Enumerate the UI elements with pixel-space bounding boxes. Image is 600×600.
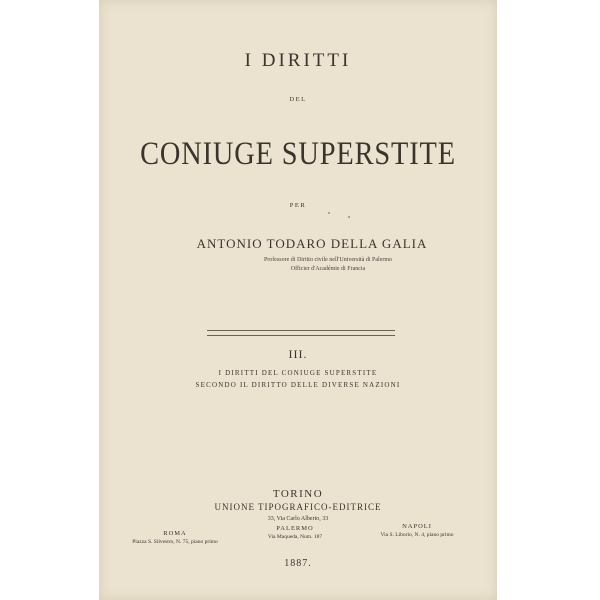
branch-roma-address: Piazza S. Silvestro, N. 75, piano primo — [132, 539, 218, 545]
branch-napoli-address: Via S. Liborio, N. 4, piano primo — [380, 532, 454, 538]
author-name: ANTONIO TODARO DELLA GALIA — [196, 236, 428, 251]
divider-rule-bottom — [207, 335, 395, 336]
author-role-line-1: Professore di Diritto civile nell'Università di Palermo — [263, 257, 393, 263]
author-role-line-2: Officier d'Académie di Francia — [290, 266, 366, 272]
divider-rule-top — [207, 330, 395, 331]
paper-speck — [348, 216, 350, 218]
imprint-city: TORINO — [272, 488, 324, 500]
paper-speck — [328, 212, 330, 214]
branch-palermo — [235, 525, 355, 540]
branch-palermo-address: Via Maqueda, Num. 187 — [267, 534, 323, 540]
branch-roma-name: ROMA — [163, 530, 187, 537]
connector-del: DEL — [289, 96, 307, 103]
branch-roma — [115, 530, 235, 545]
branch-napoli — [357, 523, 477, 538]
imprint-address: 33, Via Carlo Alberto, 33 — [267, 516, 329, 522]
publication-year: 1887. — [284, 558, 312, 569]
volume-subtitle-line-1: I DIRITTI DEL CONIUGE SUPERSTITE — [218, 369, 378, 377]
branch-napoli-name: NAPOLI — [402, 523, 432, 530]
imprint-publisher: UNIONE TIPOGRAFICO-EDITRICE — [214, 502, 382, 512]
title-page — [99, 0, 497, 600]
connector-per: PER — [289, 202, 307, 209]
volume-number: III. — [288, 347, 308, 361]
main-title: CONIUGE SUPERSTITE — [140, 136, 456, 172]
volume-subtitle-line-2: SECONDO IL DIRITTO DELLE DIVERSE NAZIONI — [195, 381, 401, 389]
title-line-1: I DIRITTI — [244, 50, 352, 71]
branch-palermo-name: PALERMO — [276, 525, 314, 532]
